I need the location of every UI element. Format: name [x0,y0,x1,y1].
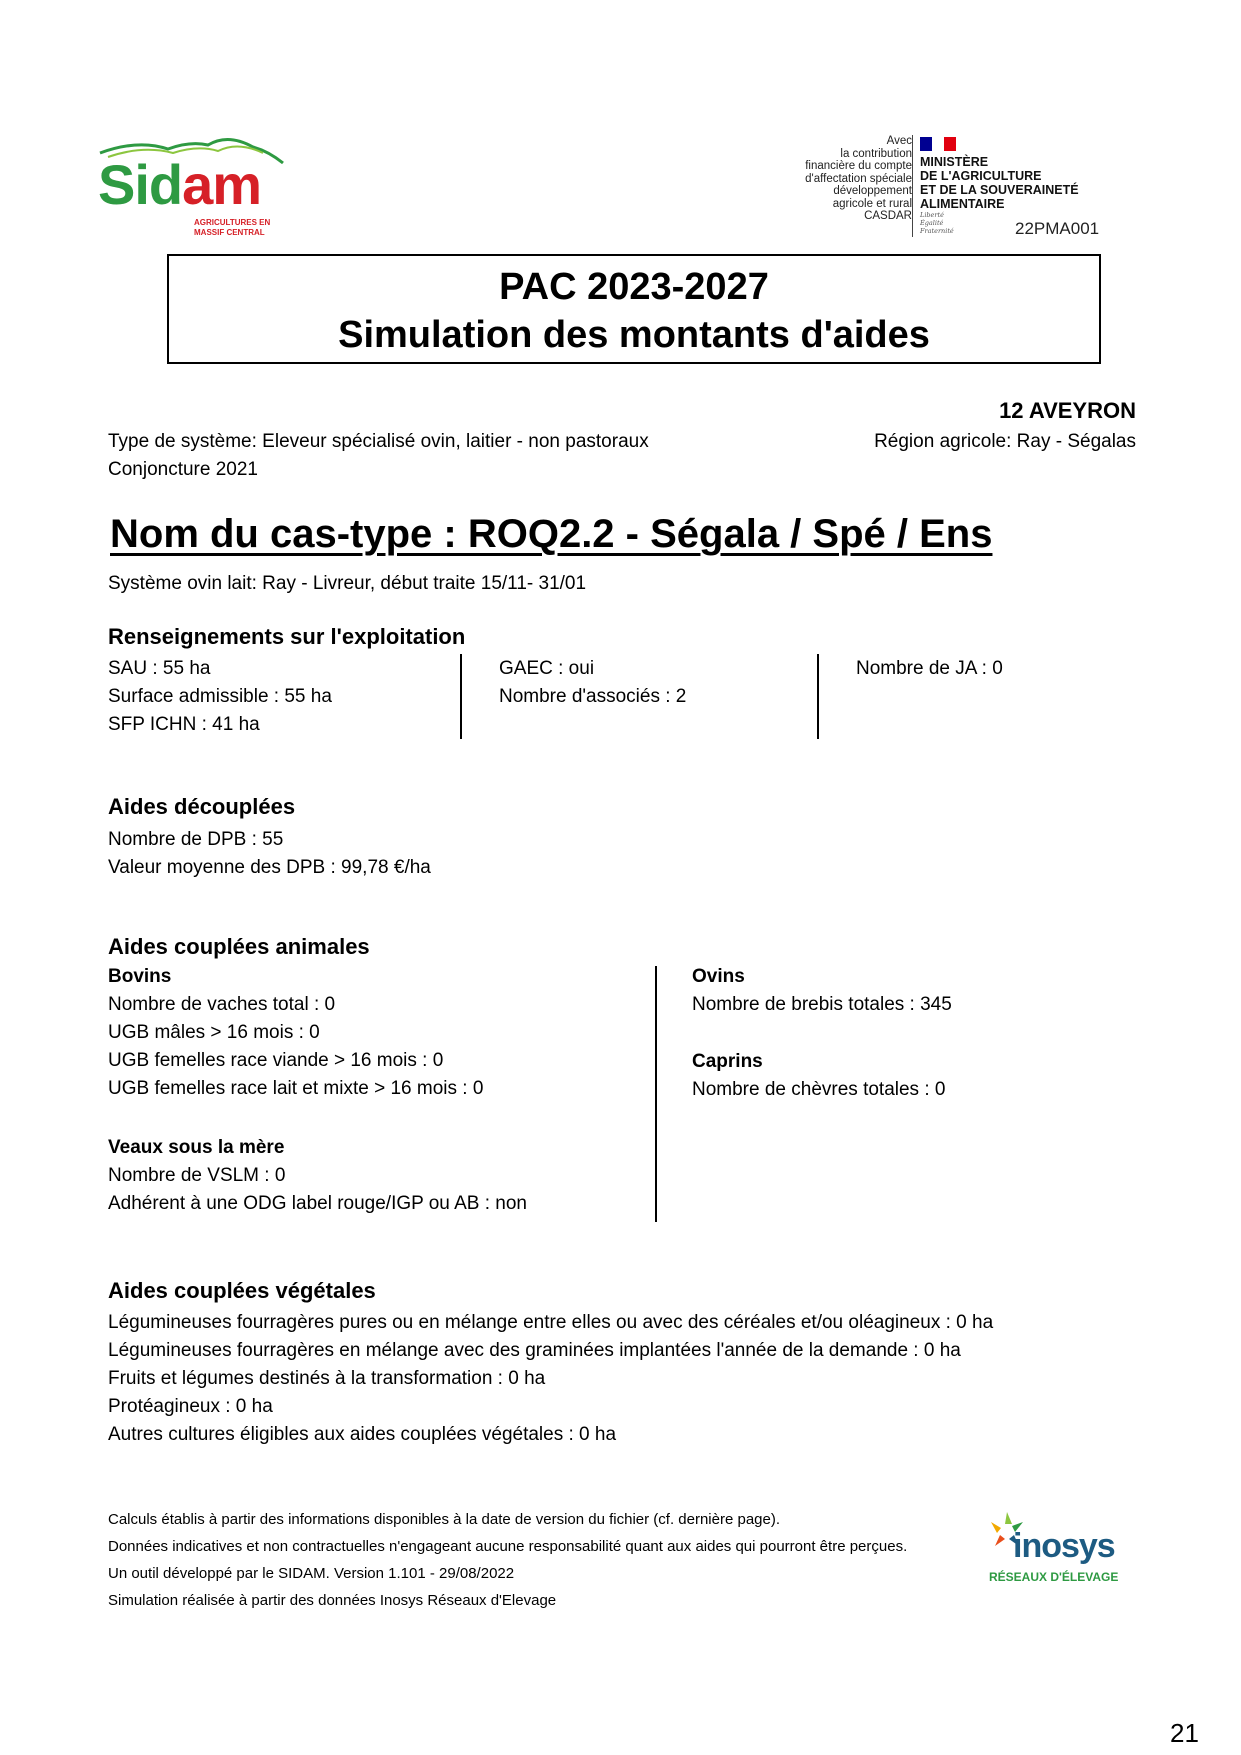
associates-value: Nombre d'associés : 2 [499,686,687,707]
eligible-area-value: Surface admissible : 55 ha [108,686,332,707]
footer-notes [108,1506,907,1614]
ministry-name: MINISTÈRE DE L'AGRICULTURE ET DE LA SOUVERAINETÉ ALIMENTAIRE [920,155,1079,211]
list-item: Nombre de VSLM : 0 [108,1165,286,1186]
sfp-ichn-value: SFP ICHN : 41 ha [108,714,260,735]
marianne-flag-icon [920,137,956,151]
list-item: UGB femelles race viande > 16 mois : 0 [108,1050,444,1071]
sidam-wordmark: Sidam [98,153,262,216]
list-item: Adhérent à une ODG label rouge/IGP ou AB : non [108,1193,527,1214]
section-heading-animal: Aides couplées animales [108,934,370,959]
list-item: Légumineuses fourragères pures ou en mélange entre elles ou avec des céréales et/ou oléagineux : 0 ha [108,1312,994,1333]
list-item: Fruits et légumes destinés à la transformation : 0 ha [108,1368,546,1389]
caprins-heading: Caprins [692,1051,763,1072]
list-item: Autres cultures éligibles aux aides couplées végétales : 0 ha [108,1424,617,1445]
title-box [167,254,1101,364]
page-number: 21 [1170,1718,1199,1748]
conjoncture: Conjoncture 2021 [108,459,258,480]
bovins-heading: Bovins [108,966,172,987]
list-item: Nombre de brebis totales : 345 [692,994,952,1015]
footer-note: Un outil développé par le SIDAM. Version 1.101 - 29/08/2022 [108,1565,515,1582]
case-description: Système ovin lait: Ray - Livreur, début traite 15/11- 31/01 [108,573,587,594]
agricultural-region: Région agricole: Ray - Ségalas [874,431,1136,452]
gaec-value: GAEC : oui [499,658,595,679]
list-item: Nombre de chèvres totales : 0 [692,1079,946,1100]
column-divider [655,966,657,1222]
sau-value: SAU : 55 ha [108,658,211,679]
inosys-logo [983,1508,1123,1588]
vegetal-list [108,1309,993,1449]
department: 12 AVEYRON [999,398,1136,423]
section-heading-vegetal: Aides couplées végétales [108,1278,376,1303]
inosys-wordmark: inosys [1013,1527,1115,1565]
section-heading-exploitation: Renseignements sur l'exploitation [108,624,466,649]
list-item: Nombre de vaches total : 0 [108,994,336,1015]
dpb-average-value: Valeur moyenne des DPB : 99,78 €/ha [108,857,431,878]
republic-motto: Liberté Égalité Fraternité [920,211,954,235]
list-item: UGB femelles race lait et mixte > 16 mois : 0 [108,1078,484,1099]
decoupled-list [108,826,431,882]
dpb-count: Nombre de DPB : 55 [108,829,284,850]
page-title: PAC 2023-2027 [499,266,769,308]
list-item: UGB mâles > 16 mois : 0 [108,1022,320,1043]
footer-note: Calculs établis à partir des informations disponibles à la date de version du fichier (cf. dernière page). [108,1511,781,1528]
inosys-tagline: RÉSEAUX D'ÉLEVAGE [989,1570,1119,1584]
exploitation-col-2 [499,655,686,711]
exploitation-col-1 [108,655,332,739]
ja-value: Nombre de JA : 0 [856,658,1003,679]
list-item: Légumineuses fourragères en mélange avec des graminées implantées l'année de la demande : 0 ha [108,1340,961,1361]
list-item: Protéagineux : 0 ha [108,1396,273,1417]
ovins-block [692,963,952,1019]
column-divider [460,654,462,739]
column-divider [817,654,819,739]
sidam-tagline: AGRICULTURES EN MASSIF CENTRAL [194,218,271,237]
ovins-heading: Ovins [692,966,745,987]
footer-note: Simulation réalisée à partir des données Inosys Réseaux d'Elevage [108,1592,557,1609]
page-subtitle: Simulation des montants d'aides [338,314,930,356]
reference-code: 22PMA001 [1015,219,1100,238]
section-heading-decoupled: Aides découplées [108,794,296,819]
bovins-block [108,963,483,1103]
caprins-block [692,1048,945,1104]
veaux-heading: Veaux sous la mère [108,1137,285,1158]
ministry-divider [912,135,913,237]
case-title: Nom du cas-type : ROQ2.2 - Ségala / Spé / Ens [110,512,993,556]
exploitation-col-3 [856,655,1003,683]
footer-note: Données indicatives et non contractuelles n'engageant aucune responsabilité quant aux aides qui pourront être perçues. [108,1538,908,1555]
casdar-contribution: Avec la contribution financière du compte d'affectation spéciale développement agricole et rural CASDAR [805,135,912,222]
sidam-logo [98,133,288,243]
veaux-block [108,1134,527,1218]
system-type: Type de système: Eleveur spécialisé ovin, laitier - non pastoraux [108,431,649,452]
